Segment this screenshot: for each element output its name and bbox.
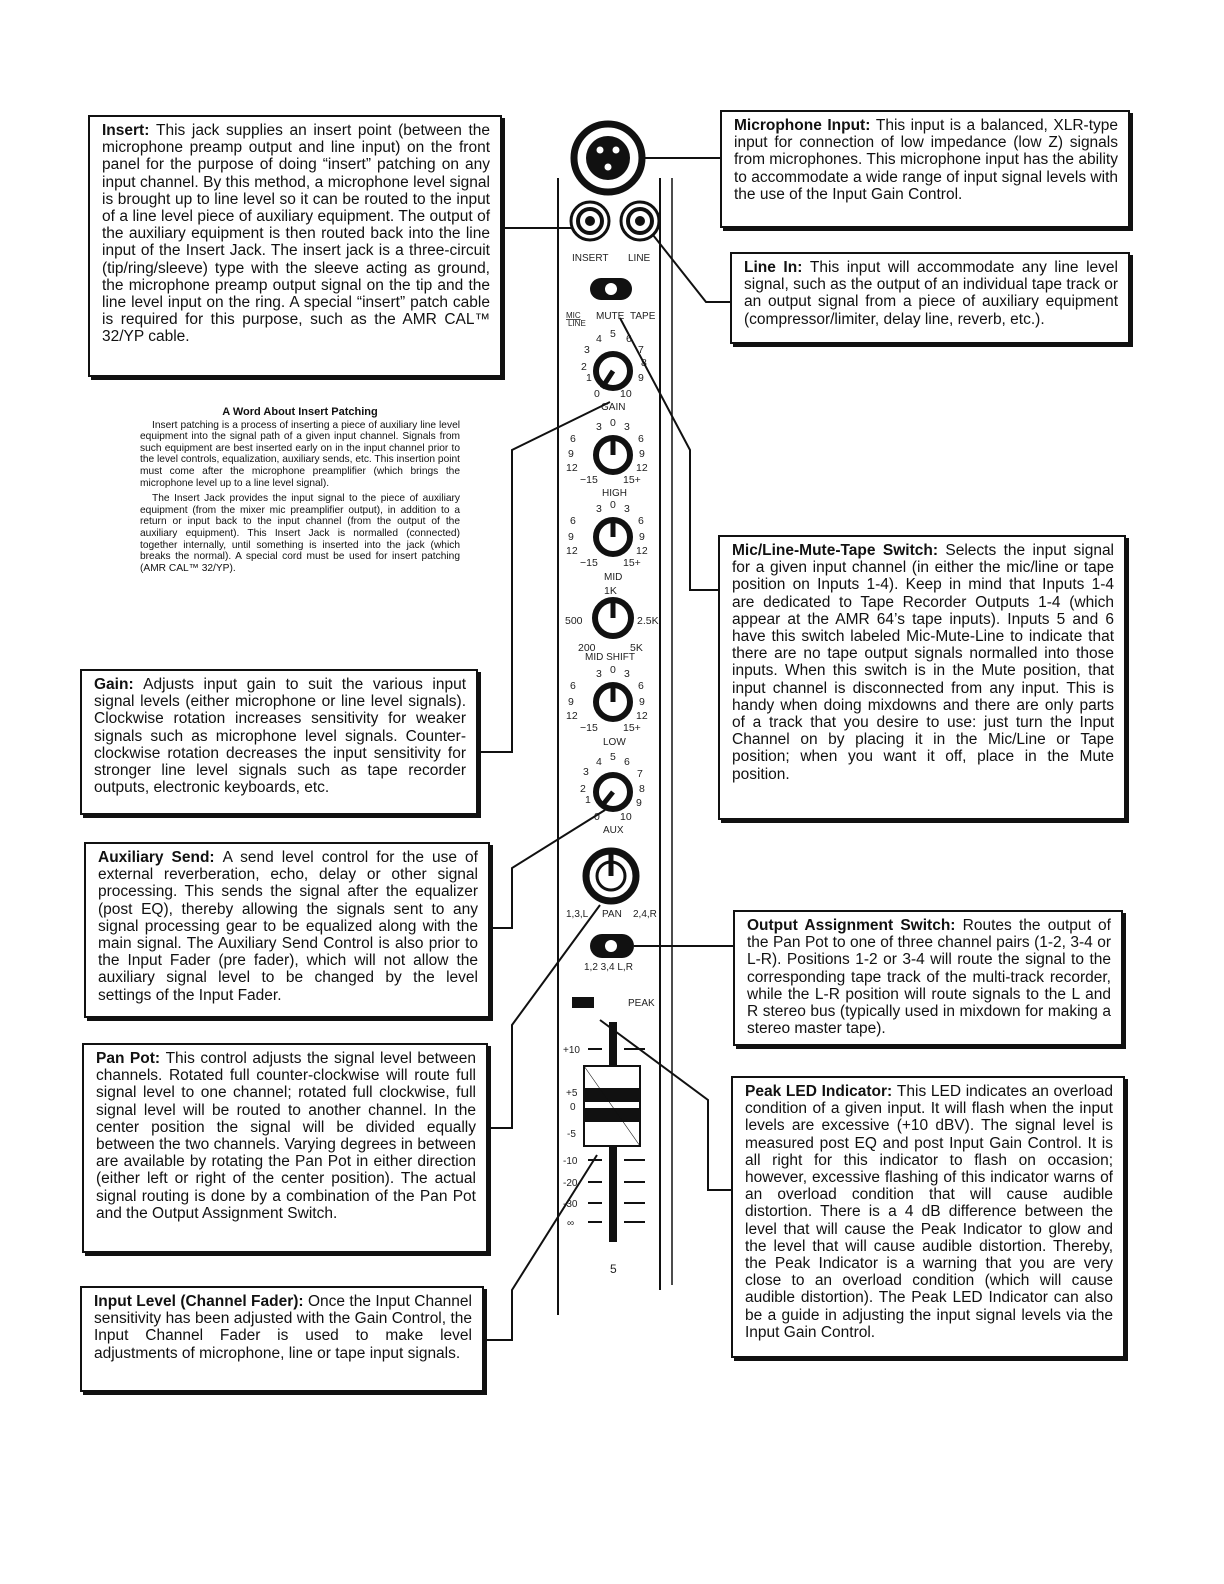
fader-scale: [563, 1045, 580, 1229]
insert-title: Insert:: [102, 122, 156, 139]
svg-text:1: 1: [586, 372, 592, 384]
mid-label: MID: [604, 572, 623, 583]
svg-text:+10: +10: [563, 1045, 580, 1056]
gain-text: Adjusts input gain to suit the various input signal levels (either microphone or line level signals). Clockwise rotation increases sensitivity for weaker signals such as microphone level signals. Counter-clockwise rotation decreases the input sensitivity for stronger line level signals such as tape recorder outputs, electronic keyboards, etc.: [94, 676, 466, 797]
peak-label: PEAK: [628, 998, 655, 1009]
svg-text:−15: −15: [580, 557, 598, 569]
svg-text:5: 5: [610, 751, 616, 763]
svg-text:-10: -10: [563, 1156, 578, 1167]
mic-input-title: Microphone Input:: [734, 117, 876, 134]
svg-text:6: 6: [570, 680, 576, 692]
tape-label: TAPE: [630, 311, 656, 322]
low-label: LOW: [603, 737, 626, 748]
svg-text:9: 9: [639, 448, 645, 460]
svg-text:2: 2: [581, 361, 587, 373]
svg-text:0: 0: [610, 499, 616, 511]
svg-text:6: 6: [570, 515, 576, 527]
svg-text:3: 3: [624, 421, 630, 433]
mute-label: MUTE: [596, 311, 625, 322]
svg-text:−15: −15: [580, 722, 598, 734]
svg-text:1: 1: [585, 794, 591, 806]
aux-send-callout: [84, 842, 490, 1018]
mic-line-mute-tape-callout: [718, 535, 1126, 820]
svg-text:12: 12: [566, 545, 578, 557]
svg-text:8: 8: [641, 357, 647, 369]
svg-text:10: 10: [620, 388, 632, 400]
svg-text:0: 0: [594, 388, 600, 400]
aux-knob[interactable]: [596, 775, 630, 809]
gain-title: Gain:: [94, 676, 144, 693]
switch-knob-icon: [605, 283, 617, 295]
mid-eq-knob[interactable]: [596, 519, 630, 554]
svg-text:15+: 15+: [623, 474, 641, 486]
svg-text:0: 0: [610, 417, 616, 429]
pan-right-label: 2,4,R: [633, 909, 657, 920]
svg-text:4: 4: [596, 333, 602, 345]
svg-text:9: 9: [568, 696, 574, 708]
svg-text:9: 9: [639, 696, 645, 708]
line-sub-label: LINE: [568, 319, 586, 328]
svg-text:3: 3: [624, 668, 630, 680]
input-level-title: Input Level (Channel Fader):: [94, 1293, 308, 1310]
svg-text:2.5K: 2.5K: [637, 615, 659, 627]
output-assign-title: Output Assignment Switch:: [747, 917, 963, 934]
svg-text:−15: −15: [580, 474, 598, 486]
output-assign-text: Routes the output of the Pan Pot to one of three channel pairs (1-2, 3-4 or L-R). Positions 1-2 or 3-4 will route the signal to the corresponding tape track of the multi-track recorder, while the L-R position will route signals to the L and R stereo bus (typically used in mixdown for making a stereo master tape).: [747, 917, 1111, 1038]
svg-text:3: 3: [584, 344, 590, 356]
svg-text:3: 3: [583, 766, 589, 778]
aux-send-text: A send level control for the use of external reverberation, echo, delay or other signal processing. This sends the signal after the equalizer (post EQ), thereby allowing the signals sent to any signal processing gear to be equalized along with the main signal. The Auxiliary Send Control is also prior to the Input Fader (pre fader), which will not allow the auxiliary signal level to be changed by the level settings of the Input Fader.: [98, 849, 478, 1004]
word-about-paragraph-1: Insert patching is a process of inserting a piece of auxiliary line level equipment into the signal path of a given input channel. Signals from such equipment are best inserted early on in the input channel prior to the level controls, equalization, auxiliary sends, etc. This insertion point must come after the microphone preamplifier (which brings the microphone level up to a line level signal).: [140, 419, 460, 489]
svg-text:2: 2: [580, 783, 586, 795]
insert-text: This jack supplies an insert point (between the microphone preamp output and line input) on the front panel for the purpose of doing “insert” patching on any input channel. By this method, a microphone level signal is brought up to line level so it can be routed to the input of a line level piece of auxiliary equipment. The output of the auxiliary equipment is then routed back into the line input of the Insert Jack. The insert jack is a three-circuit (tip/ring/sleeve) type with the sleeve acting as ground, the microphone preamp output signal on the tip and the line level input on the ring. A special “insert” patch cable is required for this purpose, such as the AMR CAL™ 32/YP cable.: [102, 122, 490, 346]
switch-knob-icon: [605, 940, 617, 952]
insert-label: INSERT: [572, 253, 609, 264]
svg-text:200: 200: [578, 642, 596, 654]
high-label: HIGH: [602, 488, 627, 499]
svg-text:6: 6: [638, 680, 644, 692]
peak-led-callout: [731, 1076, 1125, 1358]
insert-callout: [88, 115, 502, 377]
svg-text:-30: -30: [563, 1199, 578, 1210]
mid-shift-knob[interactable]: [595, 599, 631, 636]
svg-text:15+: 15+: [623, 557, 641, 569]
svg-text:∞: ∞: [567, 1218, 575, 1229]
pan-pot-text: This control adjusts the signal level between channels. Rotated full counter-clockwise will route full signal level to one channel; rotated full clockwise, full signal level will be routed to another channel. In the center position the signal will be divided equally between the two channels. Varying degrees in between are available by rotating the Pan Pot in either direction (either left or right of the center position). The actual signal routing is done by a combination of the Pan Pot and the Output Assignment Switch.: [96, 1050, 477, 1222]
svg-text:15+: 15+: [623, 722, 641, 734]
svg-text:12: 12: [566, 710, 578, 722]
line-label: LINE: [628, 253, 651, 264]
channel-fader-cap[interactable]: [584, 1066, 640, 1146]
pan-left-label: 1,3,L: [566, 909, 589, 920]
pan-label: PAN: [602, 909, 622, 920]
mic-label: MIC: [566, 311, 581, 320]
svg-text:5: 5: [610, 328, 616, 340]
mic-line-switch-title: Mic/Line-Mute-Tape Switch:: [732, 542, 946, 559]
svg-text:9: 9: [639, 531, 645, 543]
high-eq-knob[interactable]: [596, 437, 630, 472]
svg-text:6: 6: [638, 433, 644, 445]
page-mark: 5: [610, 1262, 617, 1276]
svg-text:3: 3: [596, 421, 602, 433]
peak-led-title: Peak LED Indicator:: [745, 1083, 897, 1100]
svg-text:12: 12: [566, 462, 578, 474]
svg-text:0: 0: [610, 664, 616, 676]
svg-text:7: 7: [637, 768, 643, 780]
line-in-text: This input will accommodate any line level signal, such as the output of an individual tape track or an output signal from a piece of auxiliary equipment (compressor/limiter, delay line, reverb, etc.).: [744, 259, 1118, 328]
svg-text:6: 6: [638, 515, 644, 527]
aux-label: AUX: [603, 825, 624, 836]
peak-led-text: This LED indicates an overload condition of a given input. It will flash when the input levels are excessive (+10 dBV). The signal level is measured post EQ and post Input Gain Control. It is all right for this indicator to flash on occasion; however, excessive flashing of this indicator warns of an overload condition that will cause audible distortion. There is a 4 dB difference between the level that will cause the Peak Indicator to glow and the level that will cause audible distortion. Thereby, the Peak Indicator is a warning that you are very close to an overload condition (which will cause audible distortion). The Peak LED Indicator can also be a guide in adjusting the input signal levels via the Input Gain Control.: [745, 1083, 1113, 1341]
line-in-title: Line In:: [744, 259, 810, 276]
svg-text:6: 6: [570, 433, 576, 445]
mic-line-switch-text: Selects the input signal for a given input channel (in either the mic/line or tape position on Inputs 1-4). Keep in mind that Inputs 1-4 are dedicated to Tape Recorder Outputs 1-4 (which appear at the AMR 64’s tape inputs). Inputs 5 and 6 have this switch labeled Mic-Mute-Line to indicate that there are no tape output signals normalled into those inputs. When this switch is in the Mute position, that input channel is disconnected from any input. This is handy when doing mixdowns and there are only parts of a track that you desire to use: just turn the Input Channel on by placing it in the Mic/Line or Tape position; when you want it off, place in the Mute position.: [732, 542, 1115, 783]
svg-text:6: 6: [626, 333, 632, 345]
svg-text:12: 12: [636, 710, 648, 722]
pan-pot-title: Pan Pot:: [96, 1050, 166, 1067]
mic-input-text: This input is a balanced, XLR-type input for connection of low impedance (low Z) signals from microphones. This microphone input has the ability to accommodate a wide range of input signal levels with the use of the Input Gain Control.: [734, 117, 1118, 203]
svg-text:3: 3: [596, 668, 602, 680]
svg-text:9: 9: [568, 531, 574, 543]
svg-text:9: 9: [638, 372, 644, 384]
svg-text:7: 7: [638, 344, 644, 356]
svg-text:6: 6: [624, 756, 630, 768]
line-jack-icon: [621, 202, 659, 240]
svg-text:9: 9: [568, 448, 574, 460]
insert-jack-icon: [571, 202, 609, 240]
svg-text:3: 3: [596, 503, 602, 515]
svg-text:10: 10: [620, 811, 632, 823]
xlr-mic-input-icon: [574, 124, 642, 192]
gain-callout: [80, 669, 478, 815]
mic-input-callout: [720, 110, 1130, 228]
svg-text:8: 8: [639, 783, 645, 795]
pan-knob[interactable]: [586, 851, 636, 901]
svg-text:0: 0: [570, 1102, 576, 1113]
gain-label: GAIN: [601, 402, 626, 413]
word-about-title: A Word About Insert Patching: [222, 406, 378, 418]
svg-text:4: 4: [596, 756, 602, 768]
svg-text:+5: +5: [566, 1088, 578, 1099]
leader-lines: [478, 158, 733, 1340]
svg-text:-5: -5: [567, 1129, 576, 1140]
input-level-callout: [80, 1286, 484, 1392]
svg-text:5K: 5K: [630, 642, 643, 654]
word-about-paragraph-2: The Insert Jack provides the input signal to the piece of auxiliary equipment (from the mixer mic preamplifier output), in addition to a return or input back to the input channel (from the output of the auxiliary equipment). This Insert Jack is normalled (connected) together internally, until something is inserted into the jack (which breaks the normal). A special cord must be used for insert patching (AMR CAL™ 32/YP).: [140, 493, 460, 574]
pan-pot-callout: [82, 1043, 488, 1253]
aux-send-title: Auxiliary Send:: [98, 849, 223, 866]
line-in-callout: [730, 252, 1130, 344]
output-assignment-callout: [733, 910, 1123, 1046]
mid-shift-label: MID SHIFT: [585, 652, 635, 663]
low-eq-knob[interactable]: [596, 684, 630, 719]
svg-text:-20: -20: [563, 1178, 578, 1189]
svg-text:9: 9: [636, 797, 642, 809]
svg-text:1K: 1K: [604, 585, 617, 597]
svg-text:12: 12: [636, 545, 648, 557]
svg-text:0: 0: [594, 811, 600, 823]
svg-text:500: 500: [565, 615, 583, 627]
input-level-text: Once the Input Channel sensitivity has been adjusted with the Gain Control, the Input Channel Fader is used to make level adjustments of microphone, line or tape input signals.: [94, 1293, 472, 1362]
peak-led-icon: [572, 997, 594, 1008]
gain-knob[interactable]: [596, 354, 630, 388]
svg-text:3: 3: [624, 503, 630, 515]
word-about-insert-patching: [140, 407, 460, 578]
assign-labels: 1,2 3,4 L,R: [584, 962, 633, 973]
svg-text:12: 12: [636, 462, 648, 474]
